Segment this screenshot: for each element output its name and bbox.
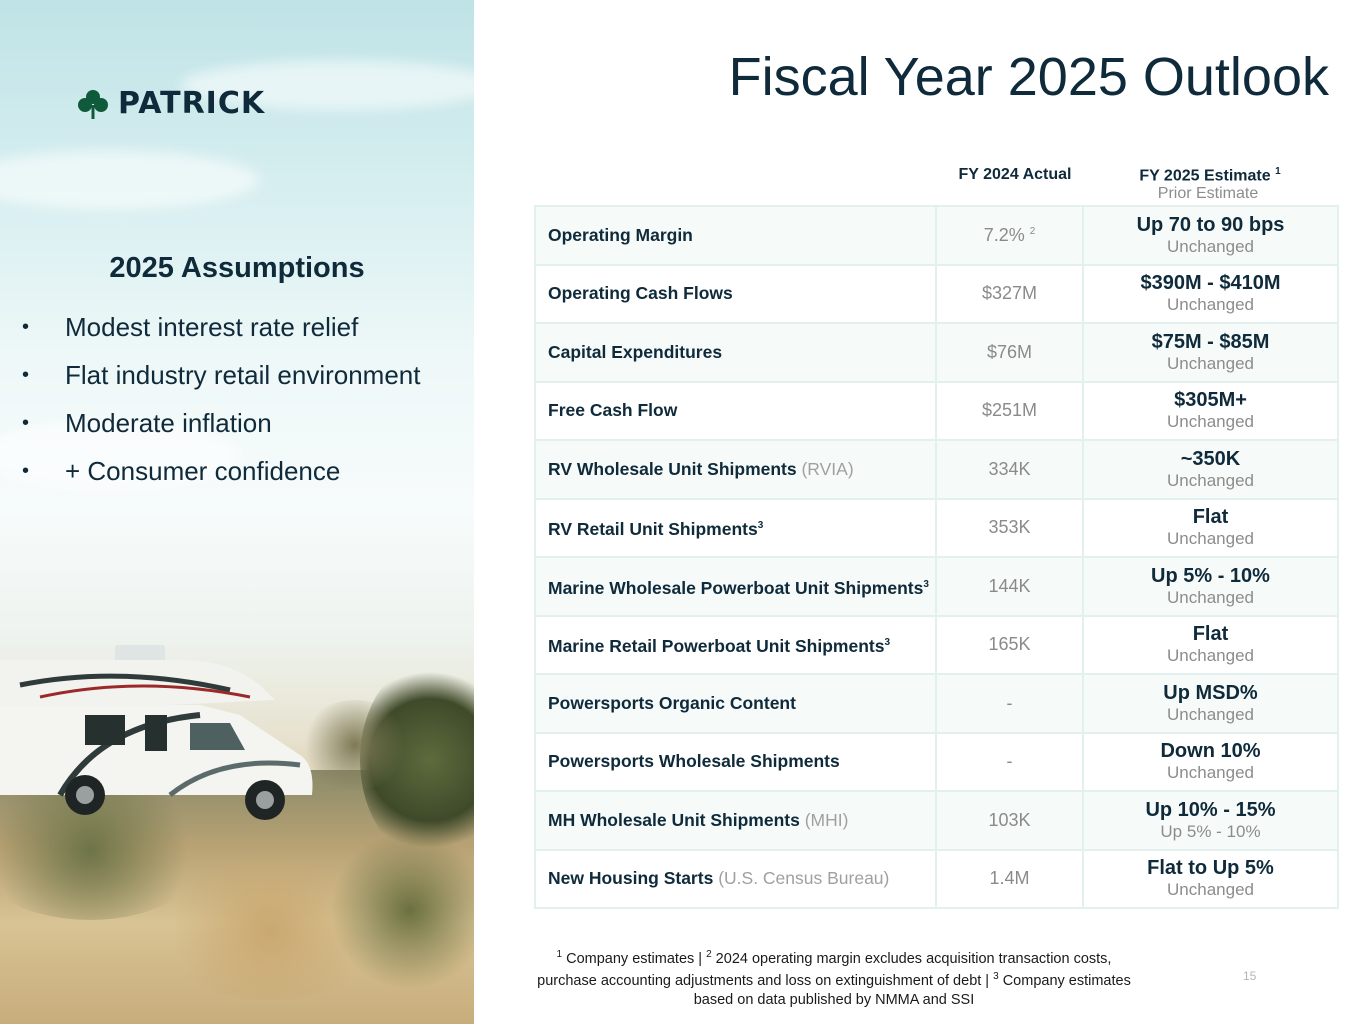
footnote-marker: 2 (706, 949, 712, 960)
estimate-cell (1083, 791, 1338, 850)
assumptions-title: 2025 Assumptions (109, 252, 365, 284)
actual-cell (936, 382, 1083, 441)
estimate-value: Flat (1192, 623, 1229, 646)
footnote (534, 946, 1134, 1009)
footnote-marker: 2 (1029, 225, 1036, 237)
actual-cell (936, 791, 1083, 850)
bullet-icon: • (22, 363, 30, 386)
footnote-text: 2024 operating margin excludes acquisition transaction costs, purchase accounting adjustments and loss on extinguishment of debt | (537, 950, 1112, 990)
estimate-value: Up 5% - 10% (1151, 564, 1270, 587)
prior-estimate-value: Unchanged (1167, 646, 1254, 666)
prior-estimate-value: Unchanged (1167, 353, 1254, 373)
metric-label: RV Retail Unit Shipments (548, 519, 758, 540)
estimate-value: Down 10% (1160, 740, 1261, 763)
actual-value: - (1006, 692, 1013, 713)
prior-estimate-value: Unchanged (1167, 704, 1254, 724)
estimate-cell (1083, 557, 1338, 616)
table-row (535, 674, 1338, 733)
estimate-cell (1083, 440, 1338, 499)
metric-cell (535, 265, 936, 324)
metric-label: New Housing Starts (548, 868, 714, 889)
footnote-marker: 3 (757, 520, 764, 532)
actual-value: 1.4M (989, 868, 1030, 889)
estimate-value: ~350K (1180, 447, 1241, 470)
metric-label: Operating Cash Flows (548, 283, 733, 304)
prior-estimate-value: Unchanged (1167, 295, 1254, 315)
actual-value: 7.2% (983, 224, 1025, 245)
actual-value: 144K (988, 575, 1031, 596)
actual-value: 103K (988, 809, 1031, 830)
metric-label: MH Wholesale Unit Shipments (548, 809, 800, 830)
prior-estimate-value: Unchanged (1167, 470, 1254, 490)
estimate-cell (1083, 733, 1338, 792)
footnote-text: Company estimates | (562, 950, 707, 967)
column-header-prior: Prior Estimate (1157, 185, 1259, 202)
metric-cell (535, 557, 936, 616)
metric-cell (535, 206, 936, 265)
metric-label: Powersports Wholesale Shipments (548, 751, 840, 772)
metric-label: Powersports Organic Content (548, 692, 796, 713)
footnote-marker: 3 (884, 637, 891, 649)
footnote-text: Company estimates based on data published by NMMA and SSI (693, 973, 1131, 1008)
rv-illustration (0, 645, 320, 825)
metric-cell (535, 850, 936, 909)
prior-estimate-value: Unchanged (1167, 529, 1254, 549)
prior-estimate-value: Unchanged (1167, 412, 1254, 432)
estimate-header-text: FY 2025 Estimate (1139, 167, 1271, 185)
prior-estimate-value: Unchanged (1167, 763, 1254, 783)
estimate-cell (1083, 850, 1338, 909)
page-title: Fiscal Year 2025 Outlook (728, 47, 1329, 107)
assumptions-list (22, 303, 420, 495)
estimate-cell (1083, 674, 1338, 733)
actual-cell (936, 499, 1083, 558)
table-row (535, 206, 1338, 265)
list-item (22, 351, 420, 399)
metric-cell (535, 440, 936, 499)
estimate-value: Up MSD% (1163, 681, 1258, 704)
table-row (535, 440, 1338, 499)
estimate-value: Up 70 to 90 bps (1136, 213, 1285, 236)
estimate-cell (1083, 265, 1338, 324)
estimate-value: Up 10% - 15% (1145, 798, 1276, 821)
actual-value: 334K (988, 458, 1031, 479)
estimate-value: Flat to Up 5% (1147, 857, 1274, 880)
table-row (535, 733, 1338, 792)
metric-label: Capital Expenditures (548, 341, 723, 362)
table-row (535, 382, 1338, 441)
footnote-marker: 3 (993, 971, 999, 983)
metric-source: (MHI) (804, 809, 849, 830)
actual-value: - (1006, 751, 1013, 772)
brand-name: PATRICK (118, 86, 266, 121)
table-row (535, 616, 1338, 675)
list-item (22, 303, 420, 351)
table-row (535, 323, 1338, 382)
metric-cell (535, 733, 936, 792)
table-row (535, 265, 1338, 324)
prior-estimate-value: Up 5% - 10% (1160, 821, 1261, 841)
assumption-text: + Consumer confidence (65, 455, 341, 486)
metric-source: (RVIA) (801, 458, 854, 479)
actual-value: 165K (988, 634, 1031, 655)
page-number: 15 (1243, 969, 1257, 983)
estimate-cell (1083, 323, 1338, 382)
list-item (22, 447, 420, 495)
table-row (535, 499, 1338, 558)
metric-label: Marine Retail Powerboat Unit Shipments (548, 636, 885, 657)
footnote-marker: 1 (556, 949, 563, 960)
estimate-value: $305M+ (1174, 389, 1247, 412)
actual-cell (936, 616, 1083, 675)
patrick-logo (76, 86, 265, 121)
actual-cell (936, 265, 1083, 324)
bullet-icon: • (22, 315, 30, 338)
bullet-icon: • (22, 459, 30, 482)
assumption-text: Modest interest rate relief (65, 311, 359, 342)
assumption-text: Moderate inflation (65, 407, 272, 438)
actual-value: $76M (986, 341, 1033, 362)
prior-estimate-value: Unchanged (1167, 880, 1254, 900)
footnote-marker: 1 (1275, 166, 1281, 177)
estimate-cell (1083, 499, 1338, 558)
actual-cell (936, 733, 1083, 792)
table-row (535, 557, 1338, 616)
actual-cell (936, 323, 1083, 382)
actual-value: $327M (981, 283, 1038, 304)
metric-cell (535, 616, 936, 675)
actual-value: $251M (981, 400, 1038, 421)
metric-label: Operating Margin (548, 224, 693, 245)
metric-cell (535, 499, 936, 558)
metric-cell (535, 382, 936, 441)
assumption-text: Flat industry retail environment (65, 359, 421, 390)
bullet-icon: • (22, 411, 30, 434)
column-header-estimate (1110, 166, 1310, 185)
actual-cell (936, 557, 1083, 616)
estimate-cell (1083, 382, 1338, 441)
estimate-value: Flat (1192, 506, 1229, 529)
table-row (535, 791, 1338, 850)
actual-cell (936, 440, 1083, 499)
column-header-actual: FY 2024 Actual (958, 166, 1072, 183)
estimate-cell (1083, 206, 1338, 265)
metric-cell (535, 674, 936, 733)
actual-cell (936, 206, 1083, 265)
hero-photo-panel (0, 0, 474, 1024)
actual-cell (936, 674, 1083, 733)
estimate-value: $75M - $85M (1151, 330, 1270, 353)
list-item (22, 399, 420, 447)
metric-label: Free Cash Flow (548, 400, 678, 421)
cloud-streak (0, 150, 260, 210)
metric-cell (535, 323, 936, 382)
shamrock-icon (76, 88, 110, 120)
actual-cell (936, 850, 1083, 909)
estimate-cell (1083, 616, 1338, 675)
metric-source: (U.S. Census Bureau) (718, 868, 890, 889)
estimate-value: $390M - $410M (1140, 272, 1281, 295)
metric-cell (535, 791, 936, 850)
actual-value: 353K (988, 517, 1031, 538)
table-row (535, 850, 1338, 909)
outlook-table (534, 205, 1339, 909)
metric-label: RV Wholesale Unit Shipments (548, 458, 797, 479)
prior-estimate-value: Unchanged (1167, 587, 1254, 607)
metric-label: Marine Wholesale Powerboat Unit Shipments (548, 577, 924, 598)
footnote-marker: 3 (923, 578, 929, 590)
prior-estimate-value: Unchanged (1167, 236, 1254, 256)
